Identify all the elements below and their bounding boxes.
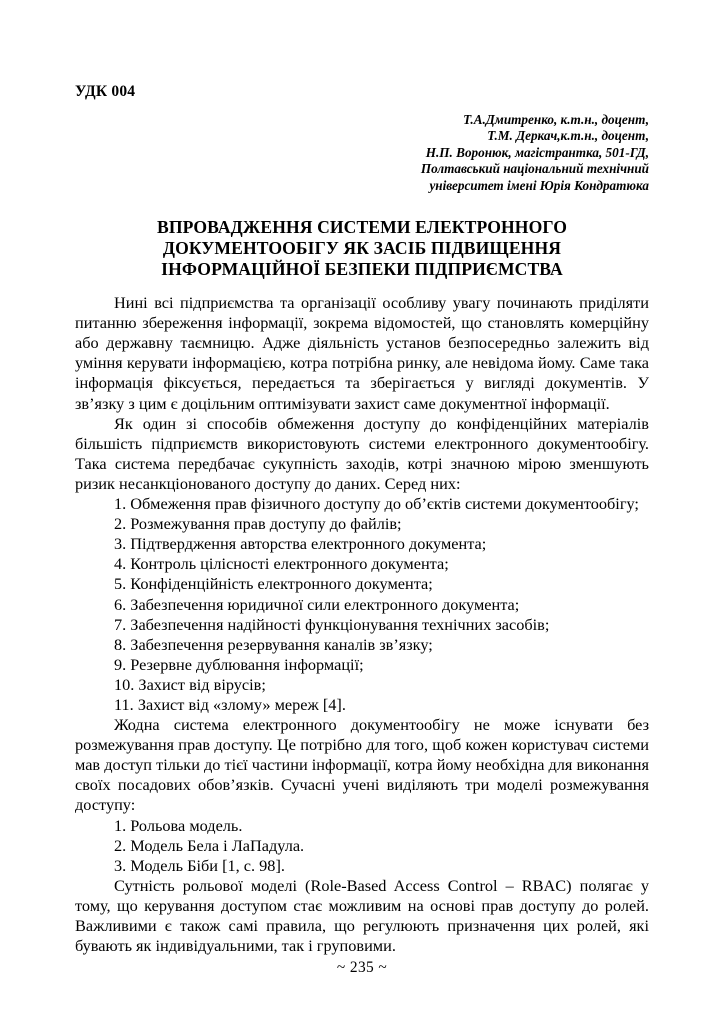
affiliation-line: університет імені Юрія Кондратюка — [429, 177, 649, 193]
paragraph-intro: Нині всі підприємства та організації особливу увагу починають приділяти питанню збереження інформації, зокрема відомостей, що становлять комерційну або державну таємницю. Адже діяльність установ безпосередньо залежить від уміння керувати інформацією, котра потрібна ринку, але невідома йому. Саме така інформація фіксується, передається та зберігається у вигляді документів. У зв’язку з цим є доцільним оптимізувати захист саме документної інформації. — [75, 293, 649, 413]
list-item: 10. Захист від вірусів; — [114, 674, 266, 694]
udk-code: УДК 004 — [75, 83, 136, 100]
affiliation-line: Полтавський національний технічний — [420, 161, 649, 177]
title-line: ІНФОРМАЦІЙНОЇ БЕЗПЕКИ ПІДПРИЄМСТВА — [161, 259, 563, 280]
list-item: 3. Модель Біби [1, с. 98]. — [114, 855, 285, 875]
title-line: ВПРОВАДЖЕННЯ СИСТЕМИ ЕЛЕКТРОННОГО — [156, 217, 567, 238]
paragraph-rbac: Сутність рольової моделі (Role-Based Access Control – RBAC) полягає у тому, що керування доступом стає можливим на основі прав доступу до ролей. Важливими є також самі правила, що регулюють призначення цих ролей, які бувають як індивідуальними, так і груповими. — [75, 875, 649, 956]
list-item: 8. Забезпечення резервування каналів зв’язку; — [114, 634, 433, 654]
list-item: 4. Контроль цілісності електронного документа; — [114, 554, 449, 574]
page-number: ~ 235 ~ — [336, 959, 388, 976]
list-item: 5. Конфіденційність електронного документа; — [114, 574, 433, 594]
paragraph-access-methods: Як один зі способів обмеження доступу до конфіденційних матеріалів більшість підприємств використовують системи електронного документообігу. Така система передбачає сукупність заходів, котрі значною мірою зменшують ризик несанкціонованого доступу до даних. Серед них: — [75, 413, 649, 493]
list-item: 11. Захист від «злому» мереж [4]. — [114, 694, 346, 714]
list-item: 9. Резервне дублювання інформації; — [114, 654, 364, 674]
list-item: 6. Забезпечення юридичної сили електронного документа; — [114, 594, 520, 614]
article-body — [75, 293, 649, 956]
list-item: 1. Рольова модель. — [114, 815, 243, 835]
list-item: 7. Забезпечення надійності функціонування технічних засобів; — [114, 614, 550, 634]
author-affiliation-block — [75, 112, 649, 195]
author-line: Т.А.Дмитренко, к.т.н., доцент, — [463, 111, 649, 127]
author-line: Н.П. Воронюк, магістрантка, 501-ГД, — [425, 144, 649, 160]
page-content-column — [75, 0, 649, 956]
list-item: 3. Підтвердження авторства електронного документа; — [114, 534, 487, 554]
title-line: ДОКУМЕНТООБІГУ ЯК ЗАСІБ ПІДВИЩЕННЯ — [162, 238, 562, 259]
list-item: 2. Модель Бела і ЛаПадула. — [114, 835, 305, 855]
page-title — [75, 217, 649, 280]
author-line: Т.М. Деркач,к.т.н., доцент, — [487, 128, 649, 144]
paragraph-access-separation: Жодна система електронного документообігу не може існувати без розмежування прав доступу. Це потрібно для того, щоб кожен користувач системи мав доступ тільки до тієї частини інформації, котра йому необхідна для виконання своїх посадових обов’язків. Сучасні учені виділяють три моделі розмежування доступу: — [75, 715, 649, 815]
list-item: 2. Розмежування прав доступу до файлів; — [114, 514, 402, 534]
list-item: 1. Обмеження прав фізичного доступу до об’єктів системи документообігу; — [114, 494, 639, 514]
